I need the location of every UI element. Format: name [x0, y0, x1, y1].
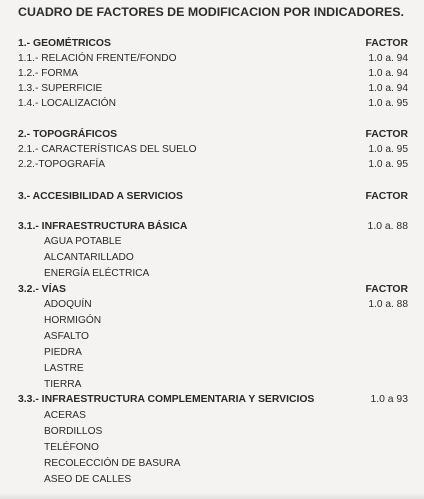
item-label: 2.2.-TOPOGRAFÍA — [18, 159, 105, 170]
section-label: 1.- GEOMÉTRICOS — [18, 38, 111, 49]
row-aceras — [18, 408, 410, 423]
row-telefono — [18, 440, 410, 455]
item-label: AGUA POTABLE — [44, 236, 122, 247]
factor-value: 1.0 a. 88 — [367, 221, 408, 232]
factor-value: 1.0 a. 95 — [368, 98, 408, 109]
document-title: CUADRO DE FACTORES DE MODIFICACION POR INDICADORES. — [18, 5, 404, 19]
item-label: ASFALTO — [44, 331, 89, 342]
row-bordillos — [18, 424, 410, 439]
item-label: 2.1.- CARACTERÍSTICAS DEL SUELO — [18, 144, 197, 155]
item-label: 1.4.- LOCALIZACIÓN — [18, 98, 116, 109]
page-edge — [0, 493, 424, 499]
section-topograficos — [18, 127, 410, 142]
row-asfalto — [18, 329, 410, 344]
item-label: ADOQUÍN — [44, 299, 92, 310]
section-accesibilidad — [18, 189, 410, 204]
row-superficie — [18, 81, 410, 96]
item-label: ACERAS — [44, 410, 86, 421]
factor-value: 1.0 a. 94 — [368, 68, 408, 79]
item-label: RECOLECCIÓN DE BASURA — [44, 458, 181, 469]
factor-header: FACTOR — [365, 191, 408, 202]
section-infraestructura-complementaria — [18, 392, 410, 407]
section-label: 3.3.- INFRAESTRUCTURA COMPLEMENTARIA Y SERVICIOS — [18, 394, 315, 405]
row-localizacion — [18, 96, 410, 111]
item-label: 1.3.- SUPERFICIE — [18, 83, 103, 94]
item-label: ALCANTARILLADO — [44, 252, 134, 263]
row-alcantarillado — [18, 250, 410, 265]
item-label: PIEDRA — [44, 347, 82, 358]
row-tierra — [18, 377, 410, 392]
item-label: 1.1.- RELACIÓN FRENTE/FONDO — [18, 53, 177, 64]
row-piedra — [18, 345, 410, 360]
row-lastre — [18, 361, 410, 376]
factor-value: 1.0 a. 94 — [368, 53, 408, 64]
factor-value: 1.0 a. 95 — [368, 159, 408, 170]
factor-value: 1.0 a. 88 — [368, 299, 408, 310]
item-label: 1.2.- FORMA — [18, 68, 79, 79]
item-label: ENERGÍA ELÉCTRICA — [44, 268, 150, 279]
item-label: ASEO DE CALLES — [44, 474, 132, 485]
item-label: BORDILLOS — [44, 426, 103, 437]
section-vias — [18, 282, 410, 297]
row-adoquin — [18, 297, 410, 312]
factor-value: 1.0 a 93 — [370, 394, 408, 405]
section-geometricos — [18, 36, 410, 51]
item-label: LASTRE — [44, 363, 84, 374]
item-label: TIERRA — [44, 379, 82, 390]
factor-header: FACTOR — [365, 129, 408, 140]
row-topografia — [18, 157, 410, 172]
factor-header: FACTOR — [365, 284, 408, 295]
row-agua-potable — [18, 234, 410, 249]
factor-value: 1.0 a. 95 — [368, 144, 408, 155]
section-label: 3.- ACCESIBILIDAD A SERVICIOS — [18, 191, 183, 202]
item-label: TELÉFONO — [44, 442, 99, 453]
section-label: 2.- TOPOGRÁFICOS — [18, 129, 118, 140]
item-label: HORMIGÓN — [44, 315, 102, 326]
row-forma — [18, 66, 410, 81]
section-label: 3.2.- VÍAS — [18, 284, 66, 295]
row-recoleccion-basura — [18, 456, 410, 471]
factor-header: FACTOR — [365, 38, 408, 49]
section-infraestructura-basica — [18, 219, 410, 234]
row-relacion-frente-fondo — [18, 51, 410, 66]
factor-value: 1.0 a. 94 — [368, 83, 408, 94]
row-energia-electrica — [18, 266, 410, 281]
section-label: 3.1.- INFRAESTRUCTURA BÁSICA — [18, 221, 188, 232]
row-caracteristicas-suelo — [18, 142, 410, 157]
row-aseo-calles — [18, 472, 410, 487]
row-hormigon — [18, 313, 410, 328]
